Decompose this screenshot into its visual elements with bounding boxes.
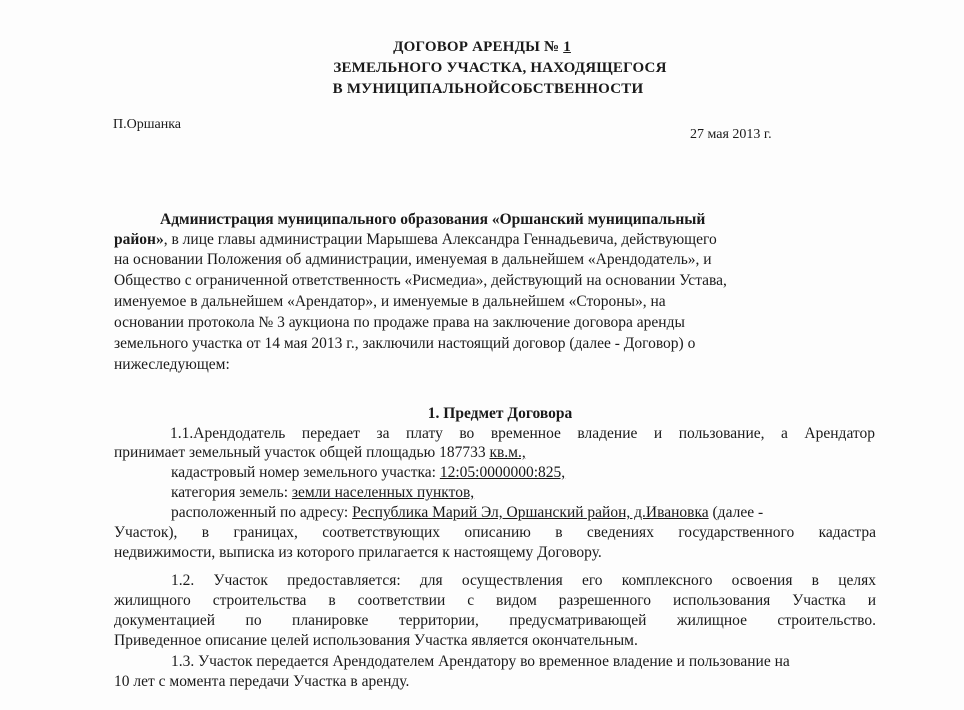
area-text: принимает земельный участок общей площадью 187733 [114, 444, 490, 461]
preamble-line-8: нижеследующем: [114, 356, 230, 373]
cadastre-label: кадастровый номер земельного участка: [171, 464, 440, 481]
clause-1-1-line-1: 1.1.Арендодатель передает за плату во временное владение и пользование, а Арендатор [170, 425, 875, 442]
document-title-line-3: В МУНИЦИПАЛЬНОЙСОБСТВЕННОСТИ [332, 81, 644, 97]
address-line [171, 503, 763, 523]
clause-1-2-line-3: документацией по планировке территории, предусматривающей жилищное строительство. [114, 612, 876, 629]
preamble-line-4: Общество с ограниченной ответственность «Рисмедиа», действующий на основании Устава, [114, 272, 727, 289]
address-value: Республика Марий Эл, Оршанский район, д.Ивановка [352, 504, 709, 521]
cadastre-number: 12:05:0000000:825, [439, 464, 566, 481]
clause-1-1-line-7: недвижимости, выписка из которого прилагается к настоящему Договору. [114, 544, 602, 561]
contract-date: 27 мая 2013 г. [690, 127, 772, 142]
clause-1-1-line-6: Участок), в границах, соответствующих описанию в сведениях государственного кадастра [114, 524, 876, 541]
area-unit: кв.м., [489, 444, 526, 461]
contract-place: П.Оршанка [113, 117, 182, 132]
clause-1-1-line-2 [114, 443, 526, 463]
preamble-line-2-rest: , в лице главы администрации Марышева Александра Геннадьевича, действующего [163, 231, 717, 248]
land-category-line [171, 483, 474, 503]
clause-1-2-line-1: 1.2. Участок предоставляется: для осуществления его комплексного освоения в целях [171, 572, 876, 589]
section-1-title: 1. Предмет Договора [427, 405, 573, 422]
title-prefix: ДОГОВОР АРЕНДЫ № [393, 39, 564, 55]
land-category-label: категория земель: [171, 484, 292, 501]
contract-number: 1 [563, 39, 571, 55]
clause-1-2-line-4: Приведенное описание целей использования Участка является окончательным. [114, 632, 638, 649]
preamble-line-1: Администрация муниципального образования «Оршанский муниципальный [160, 211, 706, 228]
preamble-line-6: основании протокола № 3 аукциона по продаже права на заключение договора аренды [114, 314, 685, 331]
document-title-line-2: ЗЕМЕЛЬНОГО УЧАСТКА, НАХОДЯЩЕГОСЯ [333, 60, 667, 76]
document-title-line-1 [0, 38, 964, 56]
clause-1-2-line-2: жилищного строительства в соответствии с видом разрешенного использования Участка и [114, 592, 876, 609]
preamble-line-3: на основании Положения об администрации, именуемая в дальнейшем «Арендодатель», и [114, 251, 712, 268]
preamble-line-2 [114, 230, 717, 250]
preamble-line-5: именуемое в дальнейшем «Арендатор», и именуемые в дальнейшем «Стороны», на [114, 293, 666, 310]
clause-1-3-line-2: 10 лет с момента передачи Участка в аренду. [114, 673, 410, 690]
clause-1-3-line-1: 1.3. Участок передается Арендодателем Арендатору во временное владение и пользование на [171, 653, 790, 670]
address-label: расположенный по адресу: [171, 504, 353, 521]
address-suffix: (далее - [708, 504, 764, 521]
preamble-line-7: земельного участка от 14 мая 2013 г., заключили настоящий договор (далее - Договор) о [114, 335, 696, 352]
land-category-value: земли населенных пунктов, [291, 484, 475, 501]
preamble-party-bold: район» [114, 231, 164, 248]
cadastre-line [171, 463, 565, 483]
